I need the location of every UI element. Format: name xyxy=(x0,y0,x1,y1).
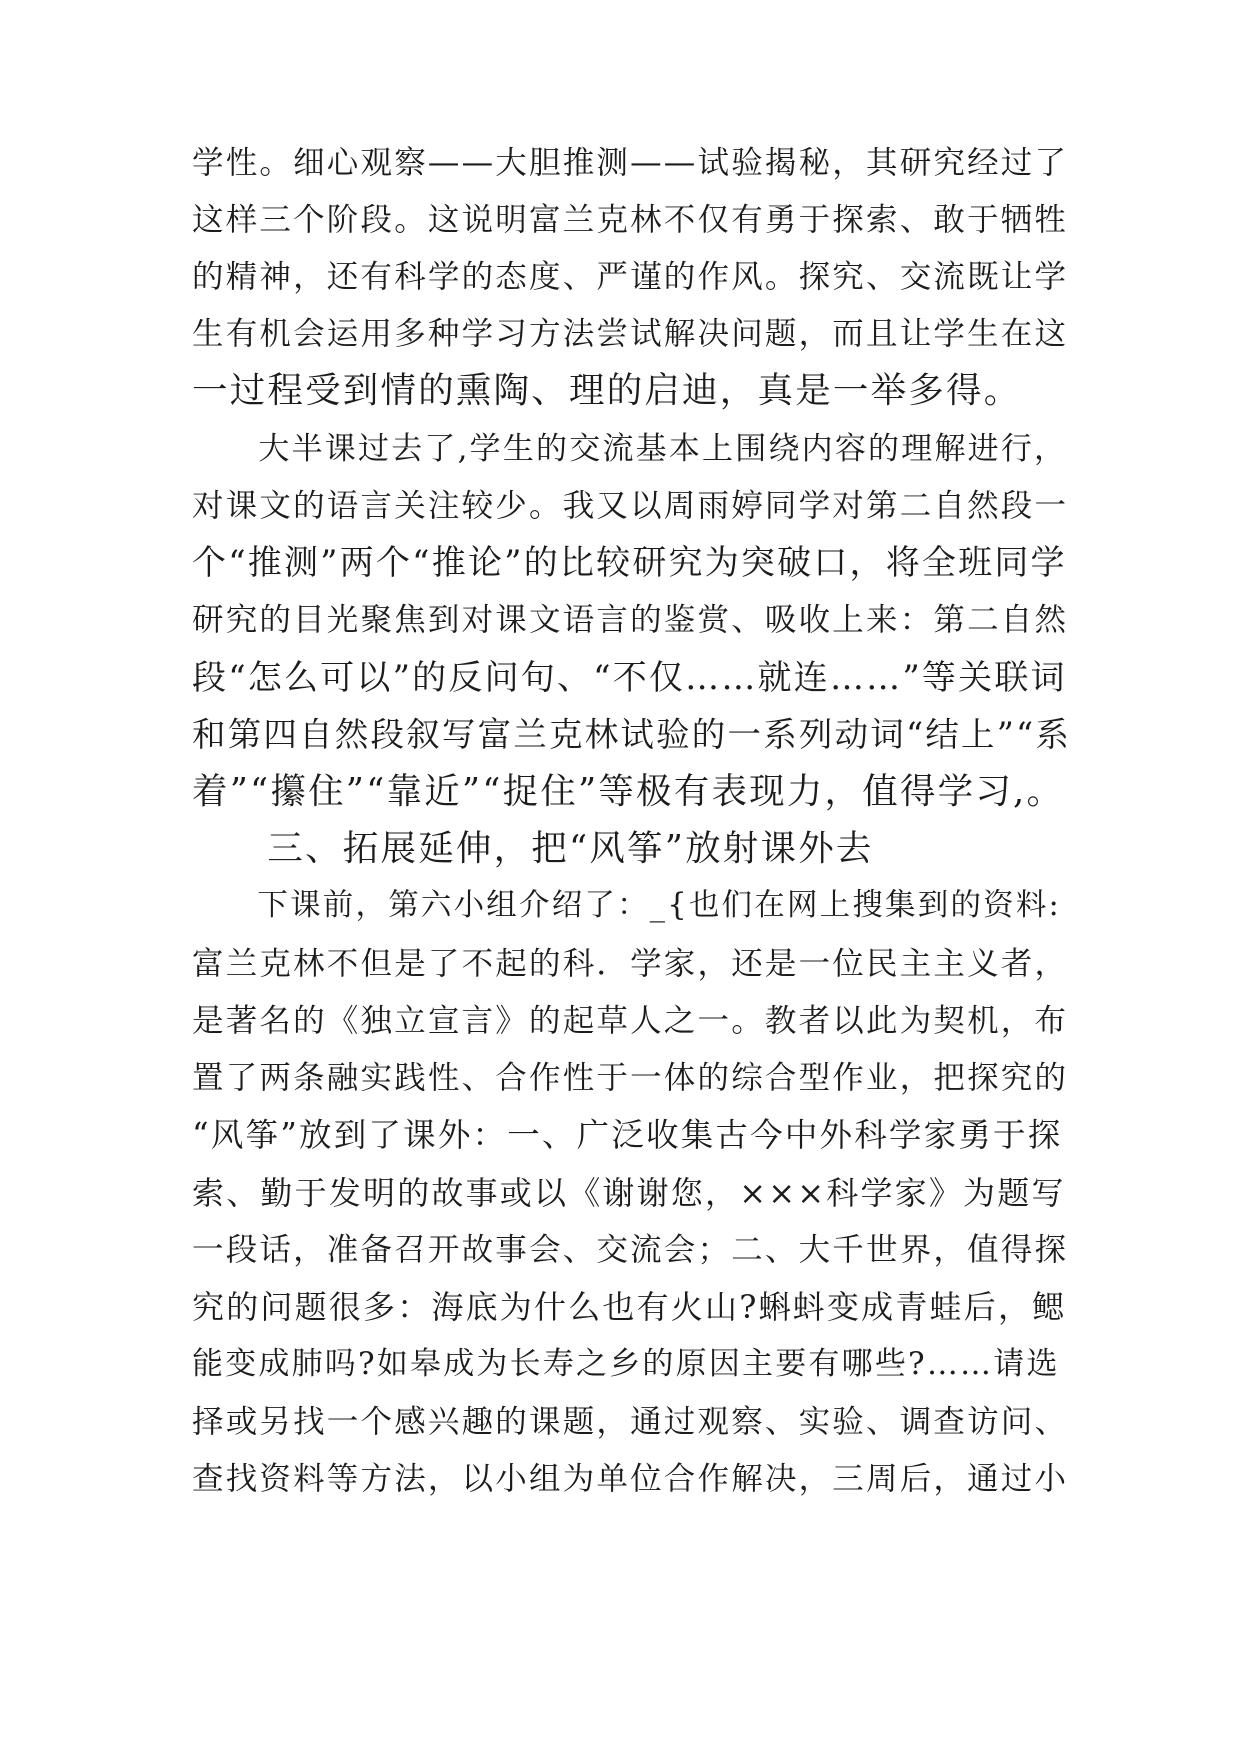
text-line: 究的问题很多：海底为什么也有火山?蝌蚪变成青蛙后，鳃 xyxy=(192,1288,1067,1326)
text-line: 一段话，准备召开故事会、交流会；二、大千世界，值得探 xyxy=(192,1232,1069,1268)
section-heading: 三、拓展延伸，把“风筝”放射课外去 xyxy=(192,828,874,869)
text-line: 查找资料等方法，以小组为单位合作解决，三周后，通过小 xyxy=(192,1461,1069,1497)
text-line: 研究的目光聚焦到对课文语言的鉴赏、吸收上来：第二自然 xyxy=(192,602,1069,638)
text-line: 是著名的《独立宣言》的起草人之一。教者以此为契机，布 xyxy=(192,1003,1069,1039)
text-line: 索、勤于发明的故事或以《谢谢您，×××科学家》为题写 xyxy=(192,1174,1066,1212)
text-line: 的精神，还有科学的态度、严谨的作风。探究、交流既让学 xyxy=(192,259,1069,295)
text-line: 和第四自然段叙写富兰克林试验的一系列动词“结上”“系 xyxy=(192,715,1072,754)
text-line: 大半课过去了,学生的交流基本上围绕内容的理解进行， xyxy=(192,431,1068,467)
text-line: 段“怎么可以”的反问句、“不仅……就连……”等关联词 xyxy=(192,658,1067,698)
text-line: “风筝”放到了课外：一、广泛收集古今中外科学家勇于探 xyxy=(192,1116,1063,1154)
text-line: 生有机会运用多种学习方法尝试解决问题，而且让学生在这 xyxy=(192,316,1069,352)
text-line: 个“推测”两个“推论”的比较研究为突破口，将全班同学 xyxy=(192,543,1067,583)
text-line: 富兰克林不但是了不起的科．学家，还是一位民主主义者， xyxy=(192,946,1069,982)
text-line: 一过程受到情的熏陶、理的启迪，真是一举多得。 xyxy=(192,370,1022,411)
text-line: 学性。细心观察——大胆推测——试验揭秘，其研究经过了 xyxy=(192,145,1069,181)
text-line: 下课前，第六小组介绍了：_{也们在网上搜集到的资料: xyxy=(192,888,1062,923)
text-line: 择或另找一个感兴趣的课题，通过观察、实验、调查访问、 xyxy=(192,1404,1069,1440)
text-line: 能变成肺吗?如皋成为长寿之乡的原因主要有哪些?……请选 xyxy=(192,1346,1060,1382)
text-line: 置了两条融实践性、合作性于一体的综合型作业，把探究的 xyxy=(192,1060,1069,1096)
text-line: 对课文的语言关注较少。我又以周雨婷同学对第二自然段一 xyxy=(192,488,1069,524)
text-line: 这样三个阶段。这说明富兰克林不仅有勇于探索、敢于牺牲 xyxy=(192,202,1069,238)
text-line: 着”“攥住”“靠近”“捉住”等极有表现力，值得学习,。 xyxy=(192,771,1065,812)
